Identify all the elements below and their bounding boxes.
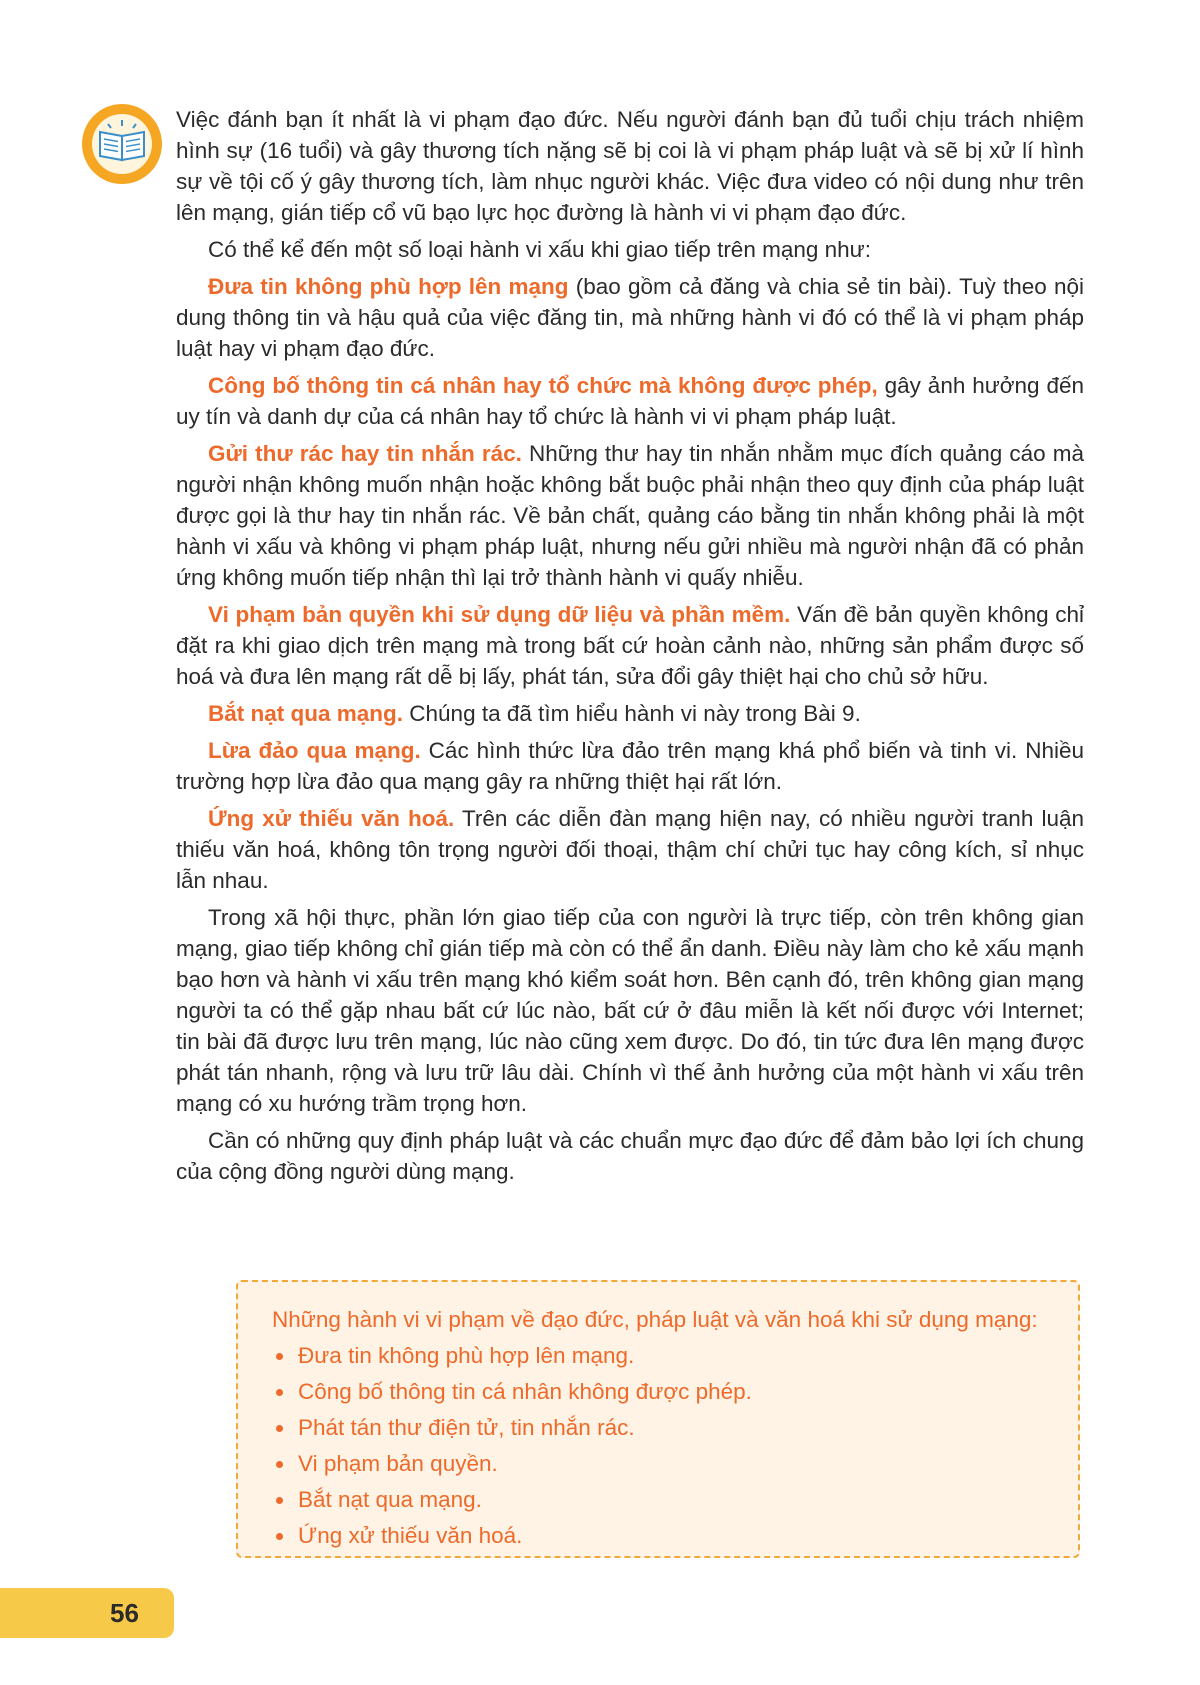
summary-list [272, 1338, 1050, 1554]
behavior-title: Ứng xử thiếu văn hoá. [208, 806, 455, 831]
behavior-paragraph [176, 803, 1084, 896]
behavior-title: Đưa tin không phù hợp lên mạng [208, 274, 569, 299]
behavior-paragraph [176, 271, 1084, 364]
summary-item: Phát tán thư điện tử, tin nhắn rác. [272, 1410, 1050, 1446]
open-book-icon [82, 104, 162, 184]
behavior-title: Gửi thư rác hay tin nhắn rác. [208, 441, 522, 466]
behavior-paragraph [176, 735, 1084, 797]
main-text [176, 104, 1084, 1193]
behavior-paragraph [176, 599, 1084, 692]
closing-paragraph: Trong xã hội thực, phần lớn giao tiếp của con người là trực tiếp, còn trên không gian mạng, giao tiếp không chỉ gián tiếp mà còn có thể ẩn danh. Điều này làm cho kẻ xấu mạnh bạo hơn và hành vi xấu trên mạng khó kiểm soát hơn. Bên cạnh đó, trên không gian mạng người ta có thể gặp nhau bất cứ lúc nào, bất cứ ở đâu miễn là kết nối được với Internet; tin bài đã được lưu trên mạng, lúc nào cũng xem được. Do đó, tin tức đưa lên mạng được phát tán nhanh, rộng và lưu trữ lâu dài. Chính vì thế ảnh hưởng của một hành vi xấu trên mạng có xu hướng trầm trọng hơn. [176, 905, 1084, 1116]
summary-item: Công bố thông tin cá nhân không được phép. [272, 1374, 1050, 1410]
behavior-text: (bao gồm cả đăng và chia sẻ tin bài). Tuỳ theo nội dung thông tin và hậu quả của việc đăng tin, mà những hành vi đó có thể là vi phạm pháp luật hay vi phạm đạo đức. [176, 274, 1084, 361]
summary-item: Bắt nạt qua mạng. [272, 1482, 1050, 1518]
behavior-title: Bắt nạt qua mạng. [208, 701, 404, 726]
page-number-tab [0, 1588, 174, 1638]
page-number: 56 [110, 1598, 139, 1628]
behavior-text: Chúng ta đã tìm hiểu hành vi này trong Bài 9. [403, 701, 861, 726]
behavior-text: Vấn đề bản quyền không chỉ đặt ra khi giao dịch trên mạng mà trong bất cứ hoàn cảnh nào, những sản phẩm được số hoá và đưa lên mạng rất dễ bị lấy, phát tán, sửa đổi gây thiệt hại cho chủ sở hữu. [176, 602, 1084, 689]
summary-box [236, 1280, 1080, 1558]
summary-item: Đưa tin không phù hợp lên mạng. [272, 1338, 1050, 1374]
summary-item: Ứng xử thiếu văn hoá. [272, 1518, 1050, 1554]
behavior-text: gây ảnh hưởng đến uy tín và danh dự của cá nhân hay tổ chức là hành vi vi phạm pháp luật. [176, 373, 1084, 429]
lead-paragraph: Có thể kể đến một số loại hành vi xấu khi giao tiếp trên mạng như: [208, 237, 871, 262]
summary-heading: Những hành vi vi phạm về đạo đức, pháp luật và văn hoá khi sử dụng mạng: [272, 1307, 1038, 1332]
behavior-text: Các hình thức lừa đảo trên mạng khá phổ biến và tinh vi. Nhiều trường hợp lừa đảo qua mạng gây ra những thiệt hại rất lớn. [176, 738, 1084, 794]
behavior-title: Công bố thông tin cá nhân hay tổ chức mà không được phép, [208, 373, 878, 398]
behavior-paragraph [176, 698, 1084, 729]
behavior-title: Lừa đảo qua mạng. [208, 738, 421, 763]
behavior-text: Những thư hay tin nhắn nhằm mục đích quảng cáo mà người nhận không muốn nhận hoặc không bắt buộc phải nhận theo quy định của pháp luật được gọi là thư hay tin nhắn rác. Về bản chất, quảng cáo bằng tin nhắn không phải là một hành vi xấu và không vi phạm pháp luật, nhưng nếu gửi nhiều mà người nhận đã có phản ứng không muốn tiếp nhận thì lại trở thành hành vi quấy nhiễu. [176, 441, 1085, 590]
behavior-paragraph [176, 438, 1084, 593]
behavior-title: Vi phạm bản quyền khi sử dụng dữ liệu và phần mềm. [208, 602, 791, 627]
behavior-text: Trên các diễn đàn mạng hiện nay, có nhiều người tranh luận thiếu văn hoá, không tôn trọng người đối thoại, thậm chí chửi tục hay công kích, sỉ nhục lẫn nhau. [176, 806, 1085, 893]
intro-paragraph: Việc đánh bạn ít nhất là vi phạm đạo đức. Nếu người đánh bạn đủ tuổi chịu trách nhiệm hình sự (16 tuổi) và gây thương tích nặng sẽ bị coi là vi phạm pháp luật và sẽ bị xử lí hình sự về tội cố ý gây thương tích, làm nhục người khác. Việc đưa video có nội dung như trên lên mạng, gián tiếp cổ vũ bạo lực học đường là hành vi vi phạm đạo đức. [176, 107, 1084, 225]
conclusion-paragraph: Cần có những quy định pháp luật và các chuẩn mực đạo đức để đảm bảo lợi ích chung của cộng đồng người dùng mạng. [176, 1128, 1084, 1184]
behavior-paragraph [176, 370, 1084, 432]
summary-item: Vi phạm bản quyền. [272, 1446, 1050, 1482]
